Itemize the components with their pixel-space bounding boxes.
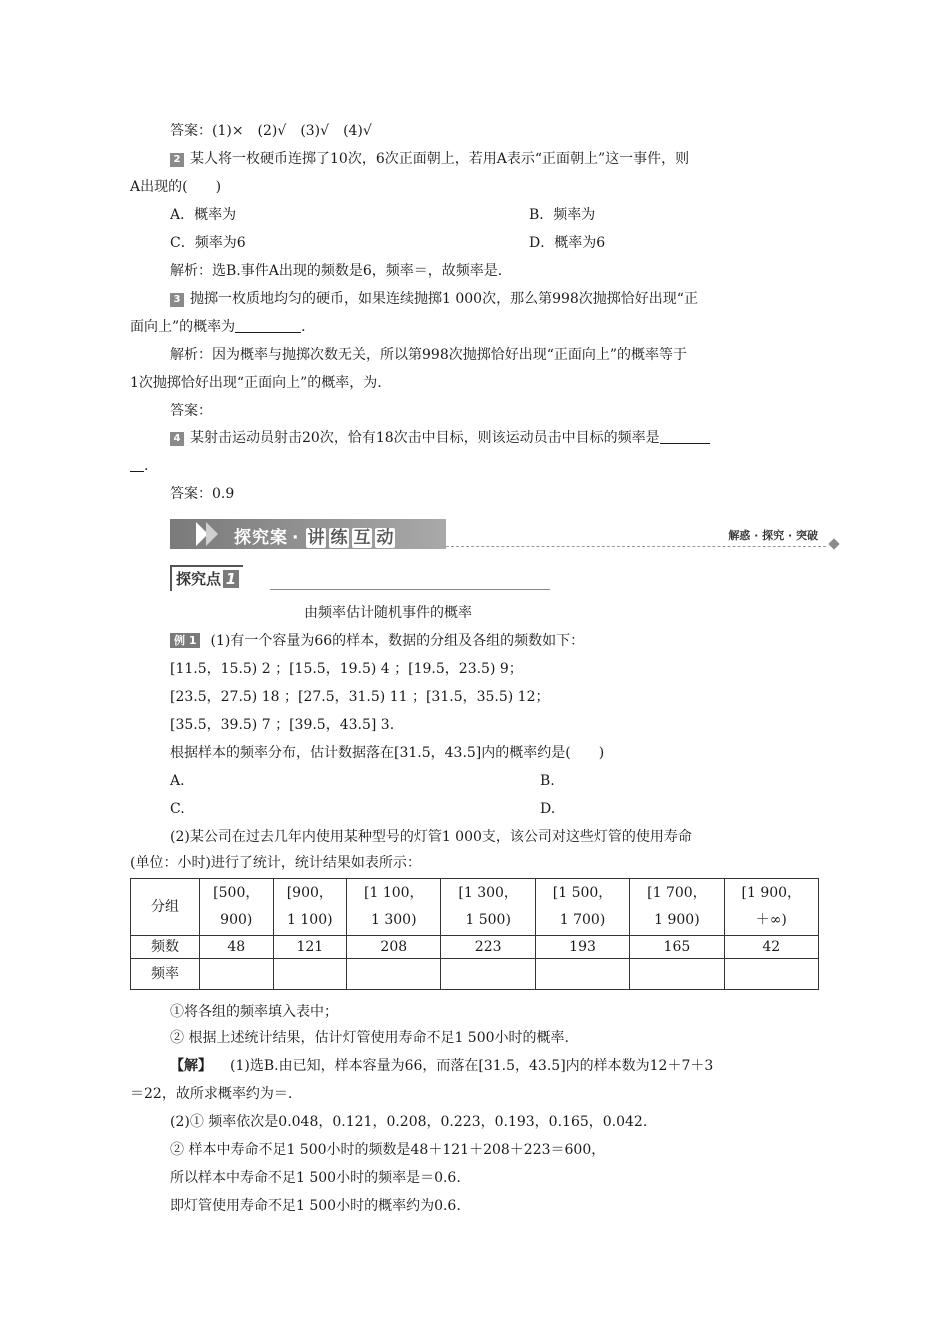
table-cell: 193 (535, 936, 629, 959)
example-option-c: C. (170, 801, 185, 817)
lifetime-table (130, 878, 819, 990)
q3-answer: 答案： (170, 403, 212, 419)
table-cell: [1 100， 1 300) (347, 879, 441, 936)
table-cell: [1 500， 1 700) (535, 879, 629, 936)
q2-option-c: C．频率为6 (170, 235, 246, 251)
solution-line1: 【解】 (1)选B.由已知，样本容量为66，而落在[31.5，43.5]内的样本数为12＋7＋3 (170, 1058, 714, 1074)
q2-number-badge: 2 (170, 153, 184, 167)
table-cell (630, 959, 724, 990)
example-part2-line2: (单位：小时)进行了统计，统计结果如表所示： (130, 855, 421, 871)
q2-option-d: D．概率为6 (529, 235, 606, 251)
example-label: 例 1 (170, 633, 200, 648)
q3-line1 (170, 289, 698, 309)
q4-line1 (170, 428, 710, 448)
row-label-count: 频数 (131, 936, 200, 959)
q2-option-b: B．频率为 (529, 207, 596, 223)
table-row-groups (131, 879, 819, 936)
task-2: ② 根据上述统计结果，估计灯管使用寿命不足1 500小时的概率. (170, 1030, 569, 1046)
diamond-icon (828, 538, 839, 549)
q2-line2: A出现的( ) (130, 179, 222, 195)
row-label-group: 分组 (131, 879, 200, 936)
table-cell (273, 959, 347, 990)
table-cell (724, 959, 818, 990)
solution-line6: 即灯管使用寿命不足1 500小时的概率约为0.6. (170, 1198, 461, 1214)
banner-dashed-line (446, 546, 826, 547)
q2-analysis: 解析：选B.事件A出现的频数是6，频率＝，故频率是. (170, 263, 503, 279)
example-groups-1: [11.5，15.5) 2 ；[15.5，19.5) 4 ；[19.5，23.5) 9； (170, 661, 523, 677)
table-row-counts (131, 936, 819, 959)
example-option-d: D. (540, 801, 556, 817)
table-cell: 121 (273, 936, 347, 959)
example-question: 根据样本的频率分布，估计数据落在[31.5，43.5]内的概率约是( ) (170, 745, 605, 761)
q4-line2: . (130, 456, 148, 476)
subsection-underline (270, 589, 550, 590)
example-option-a: A. (170, 773, 185, 789)
table-cell: 165 (630, 936, 724, 959)
table-cell: [500， 900) (200, 879, 274, 936)
task-1: ①将各组的频率填入表中； (170, 1004, 338, 1020)
banner-subtitle: 解惑 · 探究 · 突破 (728, 529, 818, 542)
q3-number-badge: 3 (170, 293, 184, 307)
q2-line1 (170, 149, 689, 169)
subsection-header (170, 565, 550, 591)
solution-label: 【解】 (170, 1058, 212, 1074)
subsection-label: 探究点 1 (170, 565, 243, 591)
q4-number-badge: 4 (170, 432, 184, 446)
table-cell (535, 959, 629, 990)
example-part2-line1: (2)某公司在过去几年内使用某种型号的灯管1 000支，该公司对这些灯管的使用寿命 (170, 829, 692, 845)
q3-answer-blank (235, 318, 301, 333)
table-cell: [1 700， 1 900) (630, 879, 724, 936)
example-groups-3: [35.5，39.5) 7 ；[39.5，43.5] 3. (170, 717, 395, 733)
q3-text: 抛掷一枚质地均匀的硬币，如果连续抛掷1 000次，那么第998次抛掷恰好出现“正 (190, 291, 698, 307)
example-groups-2: [23.5，27.5) 18 ；[27.5，31.5) 11 ；[31.5，35.5) 12； (170, 689, 550, 705)
q4-text: 某射击运动员射击20次，恰有18次击中目标，则该运动员击中目标的频率是 (190, 430, 660, 446)
q2-option-a: A．概率为 (170, 207, 237, 223)
q3-analysis-line2: 1次抛掷恰好出现“正面向上”的概率，为. (130, 375, 382, 391)
solution-line3: (2)① 频率依次是0.048，0.121，0.208，0.223，0.193，0.165，0.042. (170, 1114, 648, 1130)
section-banner (170, 519, 840, 549)
q2-text: 某人将一枚硬币连掷了10次，6次正面朝上，若用A表示“正面朝上”这一事件，则 (190, 151, 690, 167)
table-cell (347, 959, 441, 990)
table-row-frequency (131, 959, 819, 990)
table-cell: 208 (347, 936, 441, 959)
solution-line5: 所以样本中寿命不足1 500小时的频率是＝0.6. (170, 1170, 461, 1186)
table-cell (441, 959, 535, 990)
table-cell (200, 959, 274, 990)
q3-line2: 面向上”的概率为 . (130, 319, 306, 335)
row-label-frequency: 频率 (131, 959, 200, 990)
table-cell: 48 (200, 936, 274, 959)
q3-analysis-line1: 解析：因为概率与抛掷次数无关，所以第998次抛掷恰好出现“正面向上”的概率等于 (170, 347, 688, 363)
table-cell: [900， 1 100) (273, 879, 347, 936)
table-cell: 223 (441, 936, 535, 959)
q1-answer: 答案：(1)× (2)√ (3)√ (4)√ (170, 123, 372, 139)
table-cell: 42 (724, 936, 818, 959)
example-option-b: B. (540, 773, 555, 789)
solution-line4: ② 样本中寿命不足1 500小时的频数是48＋121＋208＋223＝600， (170, 1142, 606, 1158)
banner-title: 探究案 · 讲 练 互 动 (234, 528, 395, 548)
table-cell: [1 900， ＋∞) (724, 879, 818, 936)
table-cell: [1 300， 1 500) (441, 879, 535, 936)
q4-answer: 答案：0.9 (170, 486, 235, 502)
q4-answer-blank (660, 429, 710, 444)
example-line1: 例 1 (1)有一个容量为66的样本，数据的分组及各组的频数如下： (170, 631, 584, 651)
q4-answer-blank-cont (130, 457, 144, 472)
chevron-right-icon (206, 522, 218, 546)
solution-line2: ＝22，故所求概率约为＝. (130, 1086, 293, 1102)
subsection-heading: 由频率估计随机事件的概率 (304, 605, 472, 621)
